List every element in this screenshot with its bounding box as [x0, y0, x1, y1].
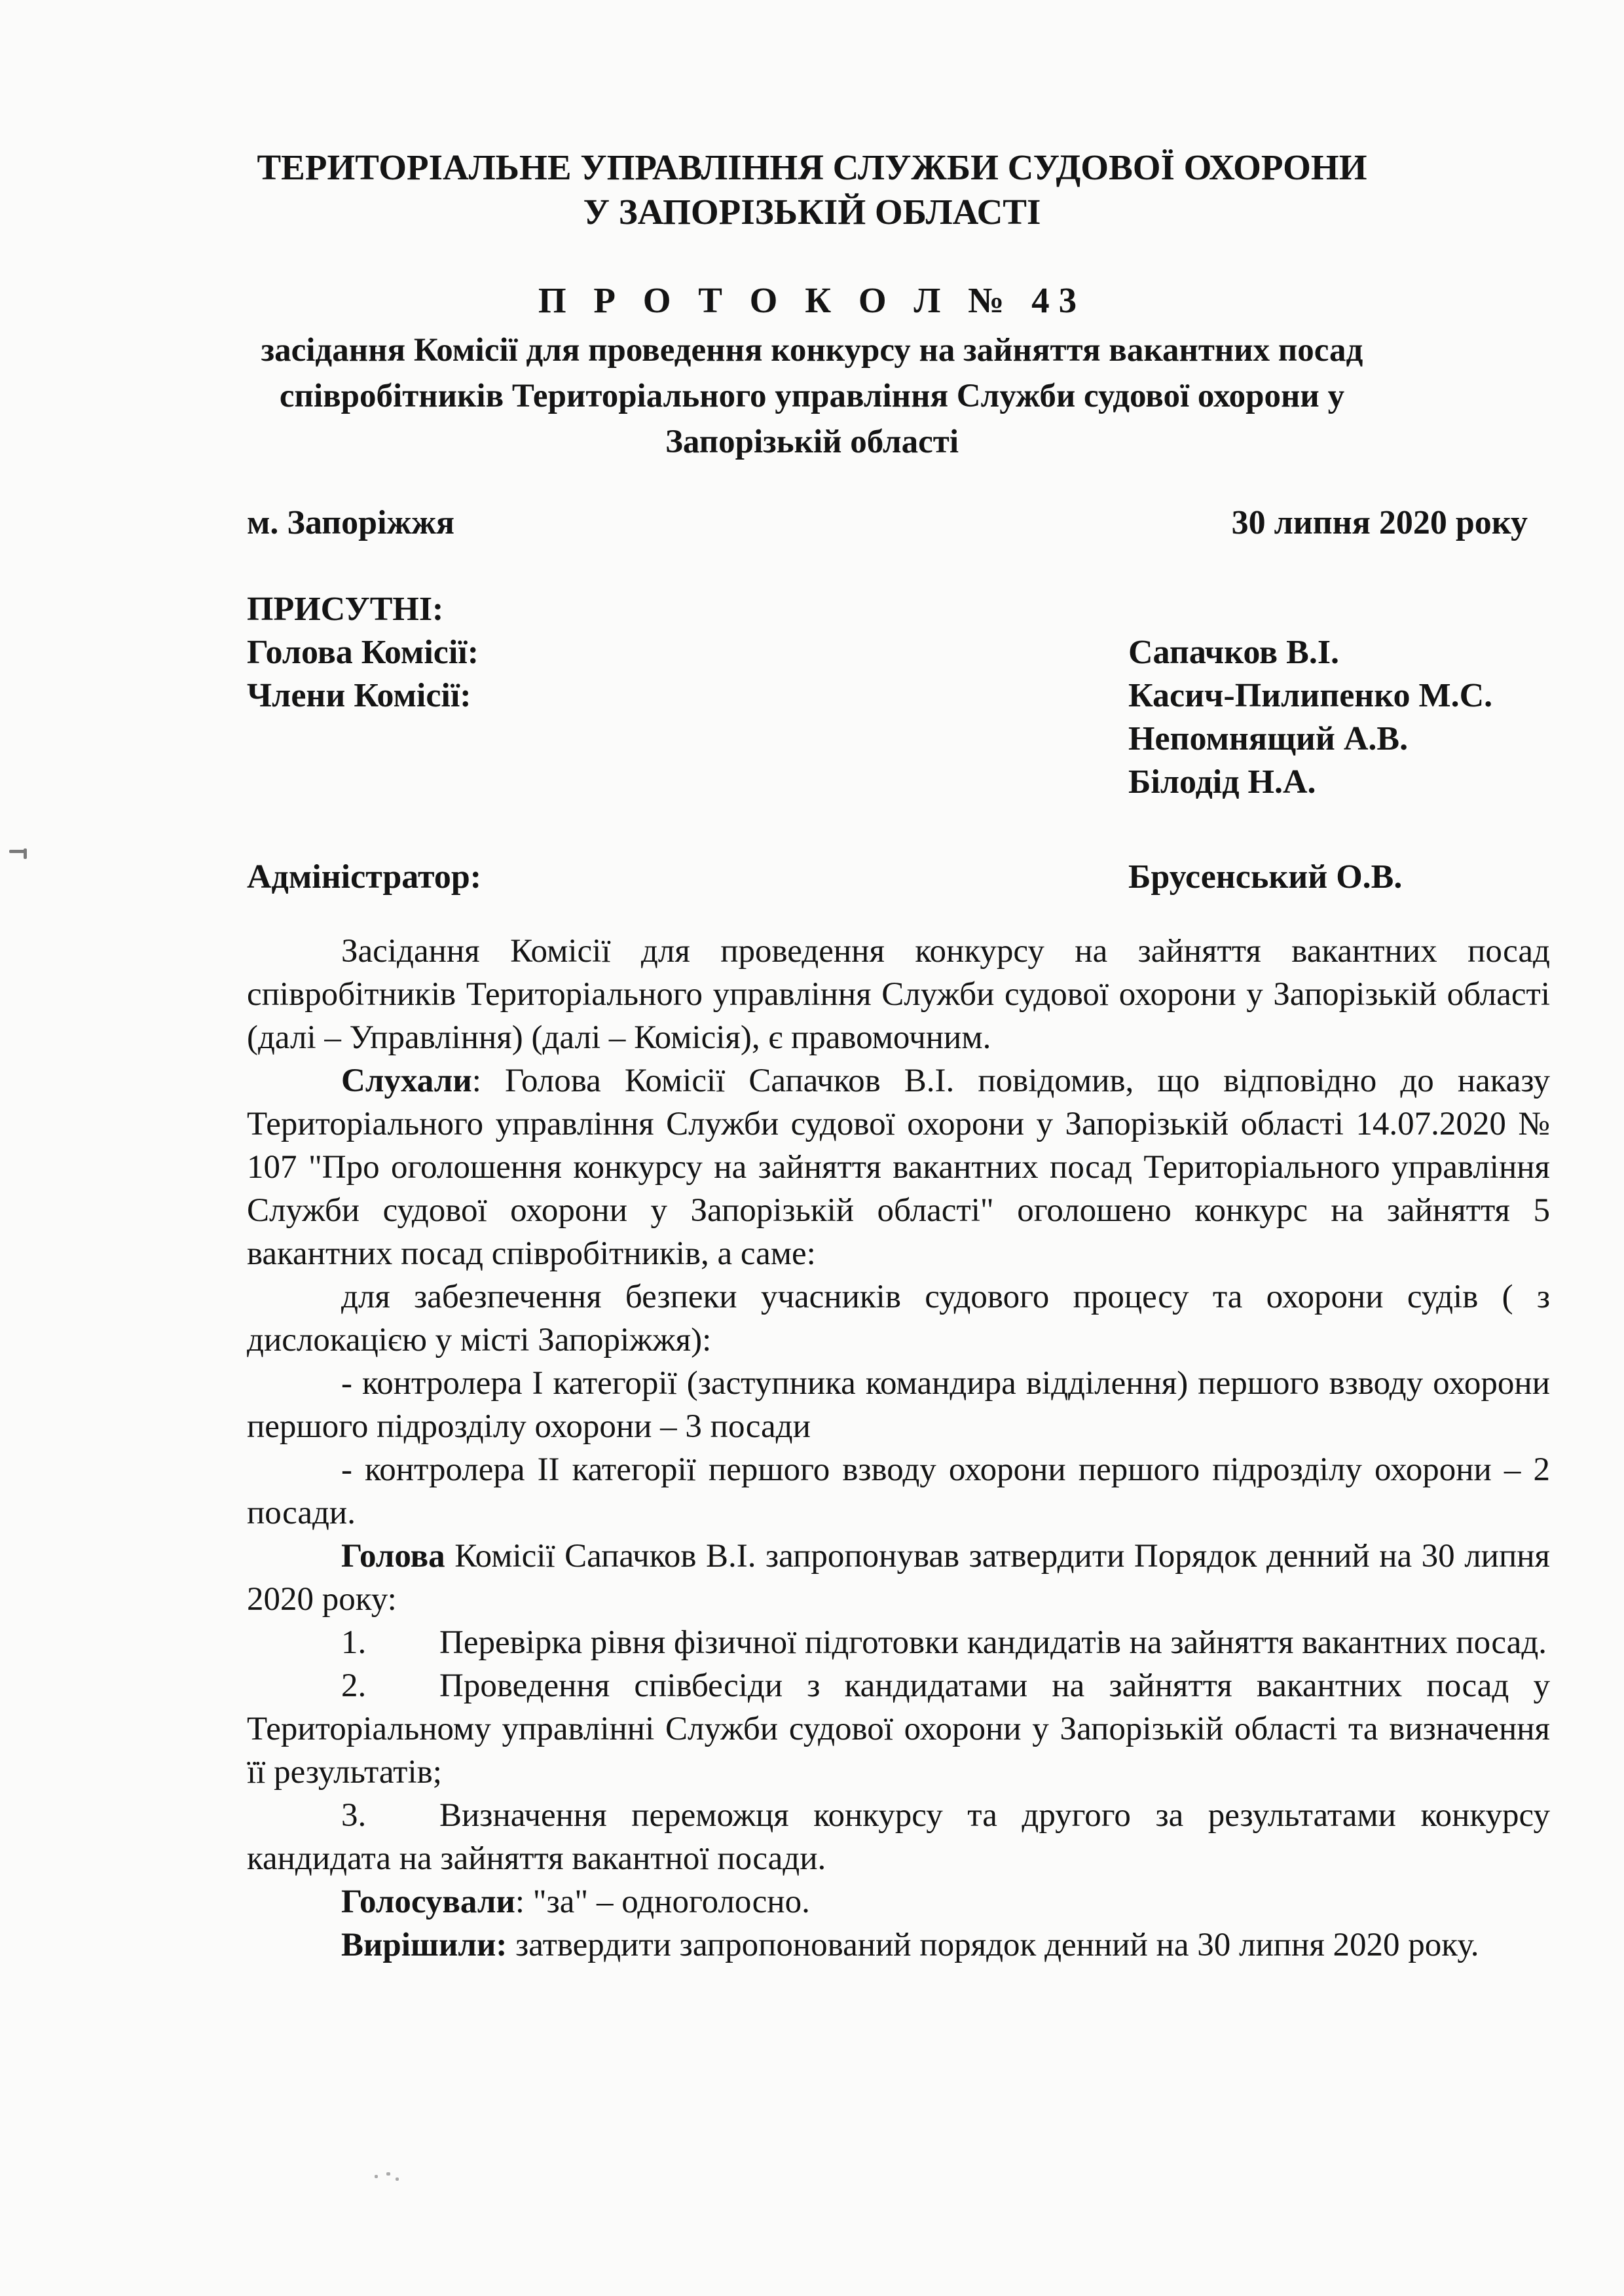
heard-paragraph — [247, 1059, 1550, 1275]
organization-line-1: ТЕРИТОРІАЛЬНЕ УПРАВЛІННЯ СЛУЖБИ СУДОВОЇ ОХОРОНИ — [257, 147, 1367, 187]
agenda-item — [247, 1664, 1550, 1794]
voted-label: Голосували — [341, 1884, 515, 1920]
scan-artifact — [375, 2175, 378, 2178]
agenda-item-number: 3. — [341, 1797, 367, 1834]
protocol-title: П Р О Т О К О Л № 43 — [538, 280, 1086, 320]
member-name: Касич-Пилипенко М.С. — [1128, 677, 1493, 714]
vote-paragraph — [247, 1880, 1550, 1923]
member-name: Білодід Н.А. — [1128, 763, 1316, 801]
organization-heading — [196, 145, 1428, 234]
protocol-subtitle: засідання Комісії для проведення конкурсу на зайняття вакантних посад співробітників Територіального управління Служби судової охорони у Запорізькій області — [261, 332, 1363, 460]
decision-paragraph — [247, 1923, 1550, 1967]
member-name: Непомнящий А.В. — [1128, 720, 1409, 757]
agenda-item-number: 1. — [341, 1624, 367, 1661]
scan-artifact — [396, 2178, 399, 2181]
organization-line-2: У ЗАПОРІЗЬКІЙ ОБЛАСТІ — [583, 192, 1041, 232]
present-label: ПРИСУТНІ: — [247, 591, 444, 628]
position-item: - контролера І категорії (заступника командира відділення) першого взводу охорони першого підрозділу охорони – 3 посади — [247, 1365, 1550, 1445]
protocol-date: 30 липня 2020 року — [1231, 504, 1528, 541]
scan-artifact — [386, 2172, 390, 2176]
agenda-item-text: Перевірка рівня фізичної підготовки кандидатів на зайняття вакантних посад. — [439, 1624, 1547, 1661]
members-label: Члени Комісії: — [247, 677, 471, 714]
chair-label: Голова Комісії: — [247, 634, 479, 671]
agenda-item — [247, 1621, 1550, 1664]
decided-text: затвердити запропонований порядок денний на 30 липня 2020 року. — [507, 1927, 1479, 1963]
agenda-proposal-text: Комісії Сапачков В.І. запропонував затвердити Порядок денний на 30 липня 2020 року: — [247, 1538, 1550, 1618]
position-item: - контролера ІІ категорії першого взводу охорони першого підрозділу охорони – 2 посади. — [247, 1451, 1550, 1531]
chair-name: Сапачков В.І. — [1128, 634, 1340, 671]
positions-intro: для забезпечення безпеки учасників судового процесу та охорони судів ( з дислокацією у місті Запоріжжя): — [247, 1279, 1550, 1358]
heard-label: Слухали — [341, 1063, 472, 1099]
agenda-item-number: 2. — [341, 1667, 367, 1704]
admin-label: Адміністратор: — [247, 858, 482, 896]
city: м. Запоріжжя — [247, 504, 455, 541]
protocol-body — [247, 930, 1550, 1967]
heard-text: : Голова Комісії Сапачков В.І. повідомив, що відповідно до наказу Територіального управління Служби судової охорони у Запорізькій області 14.07.2020 № 107 "Про оголошення конкурсу на зайняття вакантних посад Територіального управління Служби судової охорони у Запорізькій області" оголошено конкурс на зайняття 5 вакантних посад співробітників, а саме: — [247, 1063, 1550, 1272]
agenda-proposal — [247, 1535, 1550, 1621]
agenda-item-text: Проведення співбесіди з кандидатами на зайняття вакантних посад у Територіальному управлінні Служби судової охорони у Запорізькій області та визначення її результатів; — [247, 1667, 1550, 1791]
chair-word: Голова — [341, 1538, 445, 1575]
scan-artifact — [24, 848, 27, 859]
voted-text: : "за" – одноголосно. — [515, 1884, 810, 1920]
admin-name: Брусенський О.В. — [1128, 858, 1403, 896]
opening-paragraph: Засідання Комісії для проведення конкурсу на зайняття вакантних посад співробітників Територіального управління Служби судової охорони у Запорізькій області (далі – Управління) (далі – Комісія), є правомочним. — [247, 933, 1550, 1056]
agenda-item-text: Визначення переможця конкурсу та другого за результатами конкурсу кандидата на зайняття вакантної посади. — [247, 1797, 1550, 1877]
decided-label: Вирішили: — [341, 1927, 507, 1963]
agenda-item — [247, 1794, 1550, 1880]
